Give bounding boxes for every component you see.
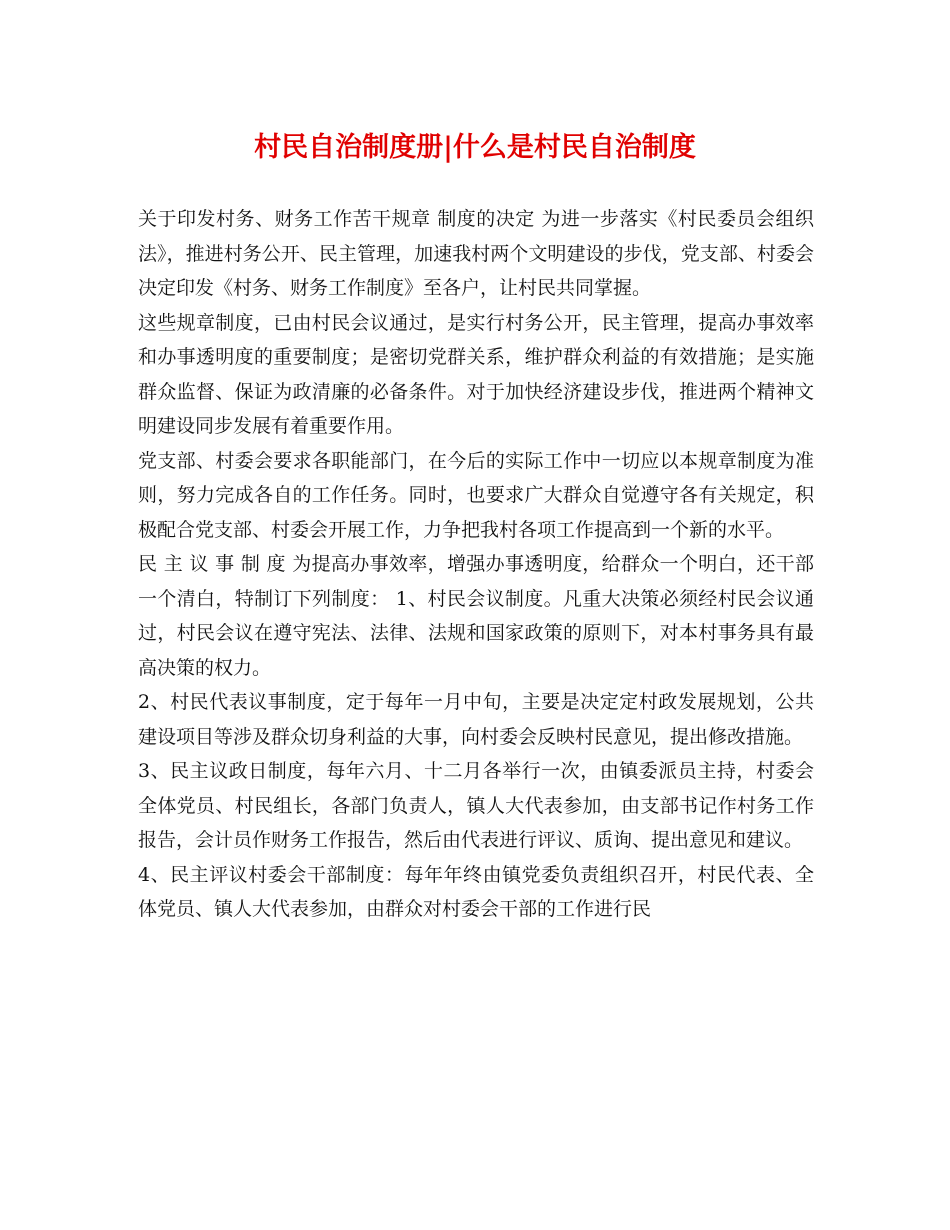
paragraph: 这些规章制度，已由村民会议通过，是实行村务公开，民主管理，提高办事效率和办事透明度的重要制度；是密切党群关系，维护群众利益的有效措施；是实施群众监督、保证为政清廉的必备条件。对于加快经济建设步伐，推进两个精神文明建设同步发展有着重要作用。: [138, 311, 814, 437]
paragraph: 3、民主议政日制度，每年六月、十二月各举行一次，由镇委派员主持，村委会全体党员、村民组长，各部门负责人，镇人大代表参加，由支部书记作村务工作报告，会计员作财务工作报告，然后由代表进行评议、质询、提出意见和建议。: [138, 760, 814, 851]
paragraph: 4、民主评议村委会干部制度：每年年终由镇党委负责组织召开，村民代表、全体党员、镇人大代表参加，由群众对村委会干部的工作进行民: [138, 863, 814, 920]
paragraph: 2、村民代表议事制度，定于每年一月中旬，主要是决定定村政发展规划，公共建设项目等涉及群众切身利益的大事，向村委会反映村民意见，提出修改措施。: [138, 691, 814, 748]
paragraph: 党支部、村委会要求各职能部门，在今后的实际工作中一切应以本规章制度为准则，努力完成各自的工作任务。同时，也要求广大群众自觉遵守各有关规定，积极配合党支部、村委会开展工作，力争把我村各项工作提高到一个新的水平。: [138, 449, 814, 541]
document-title: 村民自治制度册|什么是村民自治制度: [254, 132, 696, 163]
paragraph: 关于印发村务、财务工作苦干规章 制度的决定 为进一步落实《村民委员会组织法》，推进村务公开、民主管理，加速我村两个文明建设的步伐，党支部、村委会决定印发《村务、财务工作制度》至各户，让村民共同掌握。: [138, 208, 814, 299]
paragraph: 民 主 议 事 制 度 为提高办事效率，增强办事透明度，给群众一个明白，还干部一个清白，特制订下列制度： 1、村民会议制度。凡重大决策必须经村民会议通过，村民会议在遵守宪法、法律、法规和国家政策的原则下，对本村事务具有最高决策的权力。: [138, 553, 814, 679]
document-body: [138, 202, 814, 927]
